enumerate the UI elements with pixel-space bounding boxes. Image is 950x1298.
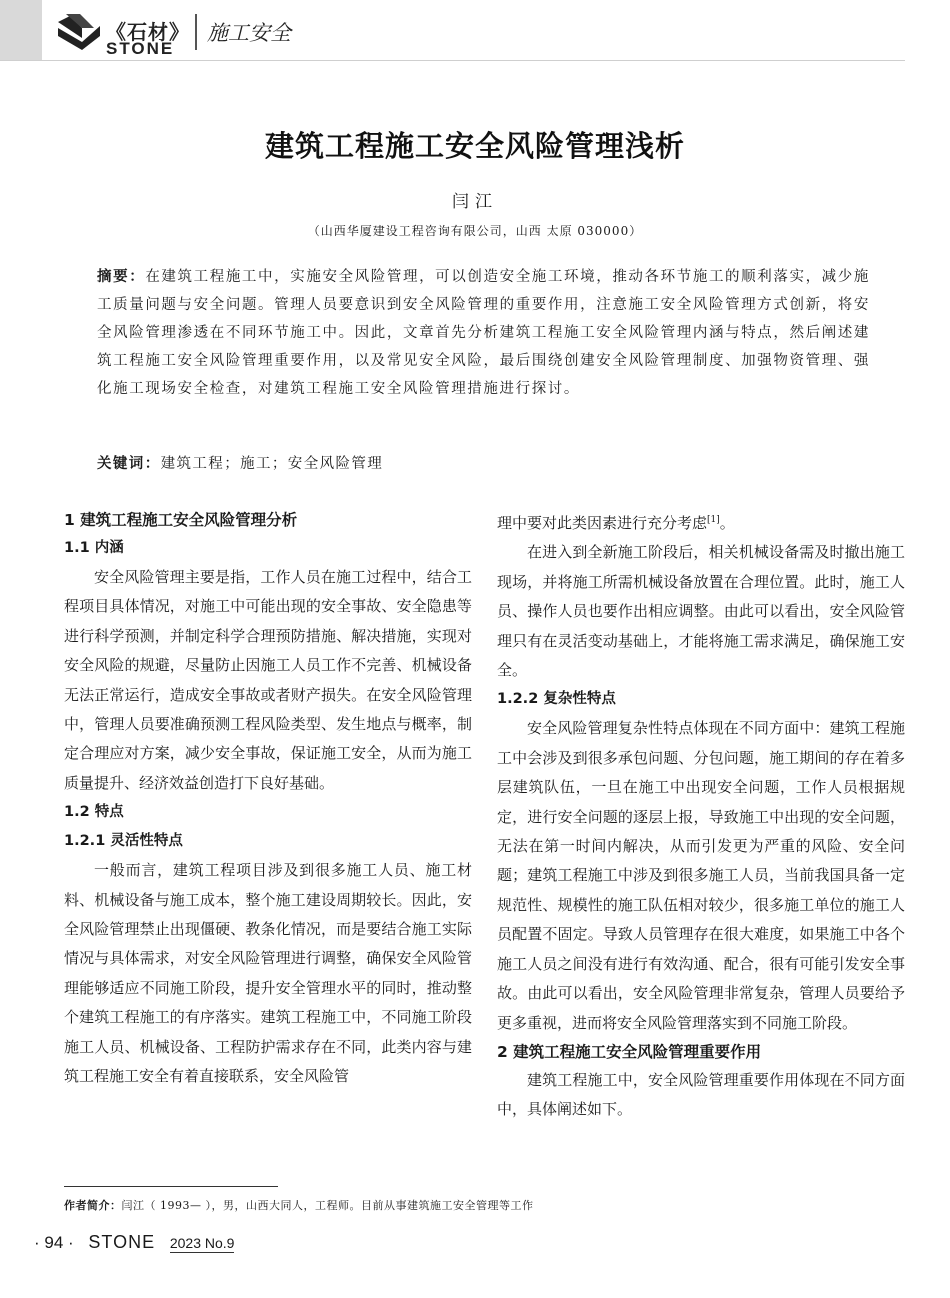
stone-logo-icon [56,12,102,52]
author-affiliation: （山西华厦建设工程咨询有限公司，山西 太原 030000） [307,224,643,238]
author-note-text: 闫江（ 1993— ），男，山西大同人，工程师。目前从事建筑施工安全管理等工作 [121,1199,534,1212]
article-author: 闫江 [452,192,498,212]
abstract-label: 摘要： [97,269,146,285]
header-rule [0,60,905,61]
logo-english: STONE [106,39,175,58]
left-column [64,506,472,1092]
section-heading-2: 2 建筑工程施工安全风险管理重要作用 [497,1042,762,1061]
paragraph: 一般而言，建筑工程项目涉及到很多施工人员、施工材料、机械设备与施工成本，整个施工建设周期较长。因此，安全风险管理禁止出现僵硬、教条化情况，而是要结合施工实际情况与具体需求，对安全风险管理进行调整，确保安全风险管理能够适应不同施工阶段，提升安全管理水平的同时，推动整个建筑工程施工的有序落实。建筑工程施工中，不同施工阶段施工人员、机械设备、工程防护需求存在不同，此类内容与建筑工程施工安全有着直接联系，安全风险管 [64,861,472,1086]
page-footer [34,1232,234,1253]
subsection-heading-1-1: 1.1 内涵 [64,540,124,556]
paragraph: 安全风险管理主要是指，工作人员在施工过程中，结合工程项目具体情况，对施工中可能出现的安全事故、安全隐患等进行科学预测，并制定科学合理预防措施、解决措施，实现对安全风险的规避，尽量防止因施工人员工作不完善、机械设备无法正常运行，造成安全事故或者财产损失。在安全风险管理中，管理人员要准确预测工程风险类型、发生地点与概率，制定合理应对方案，减少安全事故，保证施工安全，从而为施工质量提升、经济效益创造打下良好基础。 [64,568,472,792]
right-column [497,506,905,1125]
keywords-text: 建筑工程；施工；安全风险管理 [160,456,384,472]
paragraph-text: 理中要对此类因素进行充分考虑 [497,514,708,532]
citation-ref[interactable]: [1] [707,515,720,525]
header-gray-tab [0,0,42,60]
header-separator [195,14,197,50]
article-title: 建筑工程施工安全风险管理浅析 [264,129,685,163]
journal-logo [56,12,190,58]
section-heading-1: 1 建筑工程施工安全风险管理分析 [64,511,298,529]
page-number: · 94 · [34,1233,74,1252]
abstract [97,263,870,403]
paragraph: 在进入到全新施工阶段后，相关机械设备需及时撤出施工现场，并将施工所需机械设备放置在合理位置。此时，施工人员、操作人员也要作出相应调整。由此可以看出，安全风险管理只有在灵活变动基础上，才能将施工需求满足，确保施工安全。 [497,543,905,680]
subsection-heading-1-2-2: 1.2.2 复杂性特点 [497,691,616,708]
paragraph-end: 。 [719,514,735,532]
issue-number: 2023 No.9 [169,1235,235,1251]
abstract-text: 在建筑工程施工中，实施安全风险管理，可以创造安全施工环境，推动各环节施工的顺利落实，减少施工质量问题与安全问题。管理人员要意识到安全风险管理的重要作用，注意施工安全风险管理方式创新，将安全风险管理渗透在不同环节施工中。因此，文章首先分析建筑工程施工安全风险管理内涵与特点，然后阐述建筑工程施工安全风险管理重要作用，以及常见安全风险，最后围绕创建安全风险管理制度、加强物资管理、强化施工现场安全检查，对建筑工程施工安全风险管理措施进行探讨。 [97,269,870,397]
paragraph: 建筑工程施工中，安全风险管理重要作用体现在不同方面中，具体阐述如下。 [497,1070,905,1119]
author-note [64,1197,534,1213]
author-note-label: 作者简介： [64,1199,122,1212]
footnote-rule [64,1186,278,1187]
footer-brand: STONE [88,1232,156,1252]
subsection-heading-1-2: 1.2 特点 [64,804,124,821]
section-tag: 施工安全 [207,21,291,45]
paragraph: 安全风险管理复杂性特点体现在不同方面中：建筑工程施工中会涉及到很多承包问题、分包问题，施工期间的存在着多层建筑队伍，一旦在施工中出现安全问题，工作人员根据规定，进行安全问题的逐层上报，导致施工中出现的安全问题，无法在第一时间内解决，从而引发更为严重的风险、安全问题；建筑工程施工中涉及到很多施工人员，当前我国具备一定规范性、规模性的施工队伍相对较少，很多施工单位的施工人员配置不固定。导致人员管理存在很大难度，如果施工中各个施工人员之间没有进行有效沟通、配合，很有可能引发安全事故。由此可以看出，安全风险管理非常复杂，管理人员要给予更多重视，进而将安全风险管理落实到不同施工阶段。 [497,719,905,1032]
logo-chinese: 《石材》 [106,20,190,44]
subsection-heading-1-2-1: 1.2.1 灵活性特点 [64,833,183,850]
keywords-label: 关键词： [97,456,161,472]
paragraph-continued [497,506,905,538]
keywords [97,452,383,473]
